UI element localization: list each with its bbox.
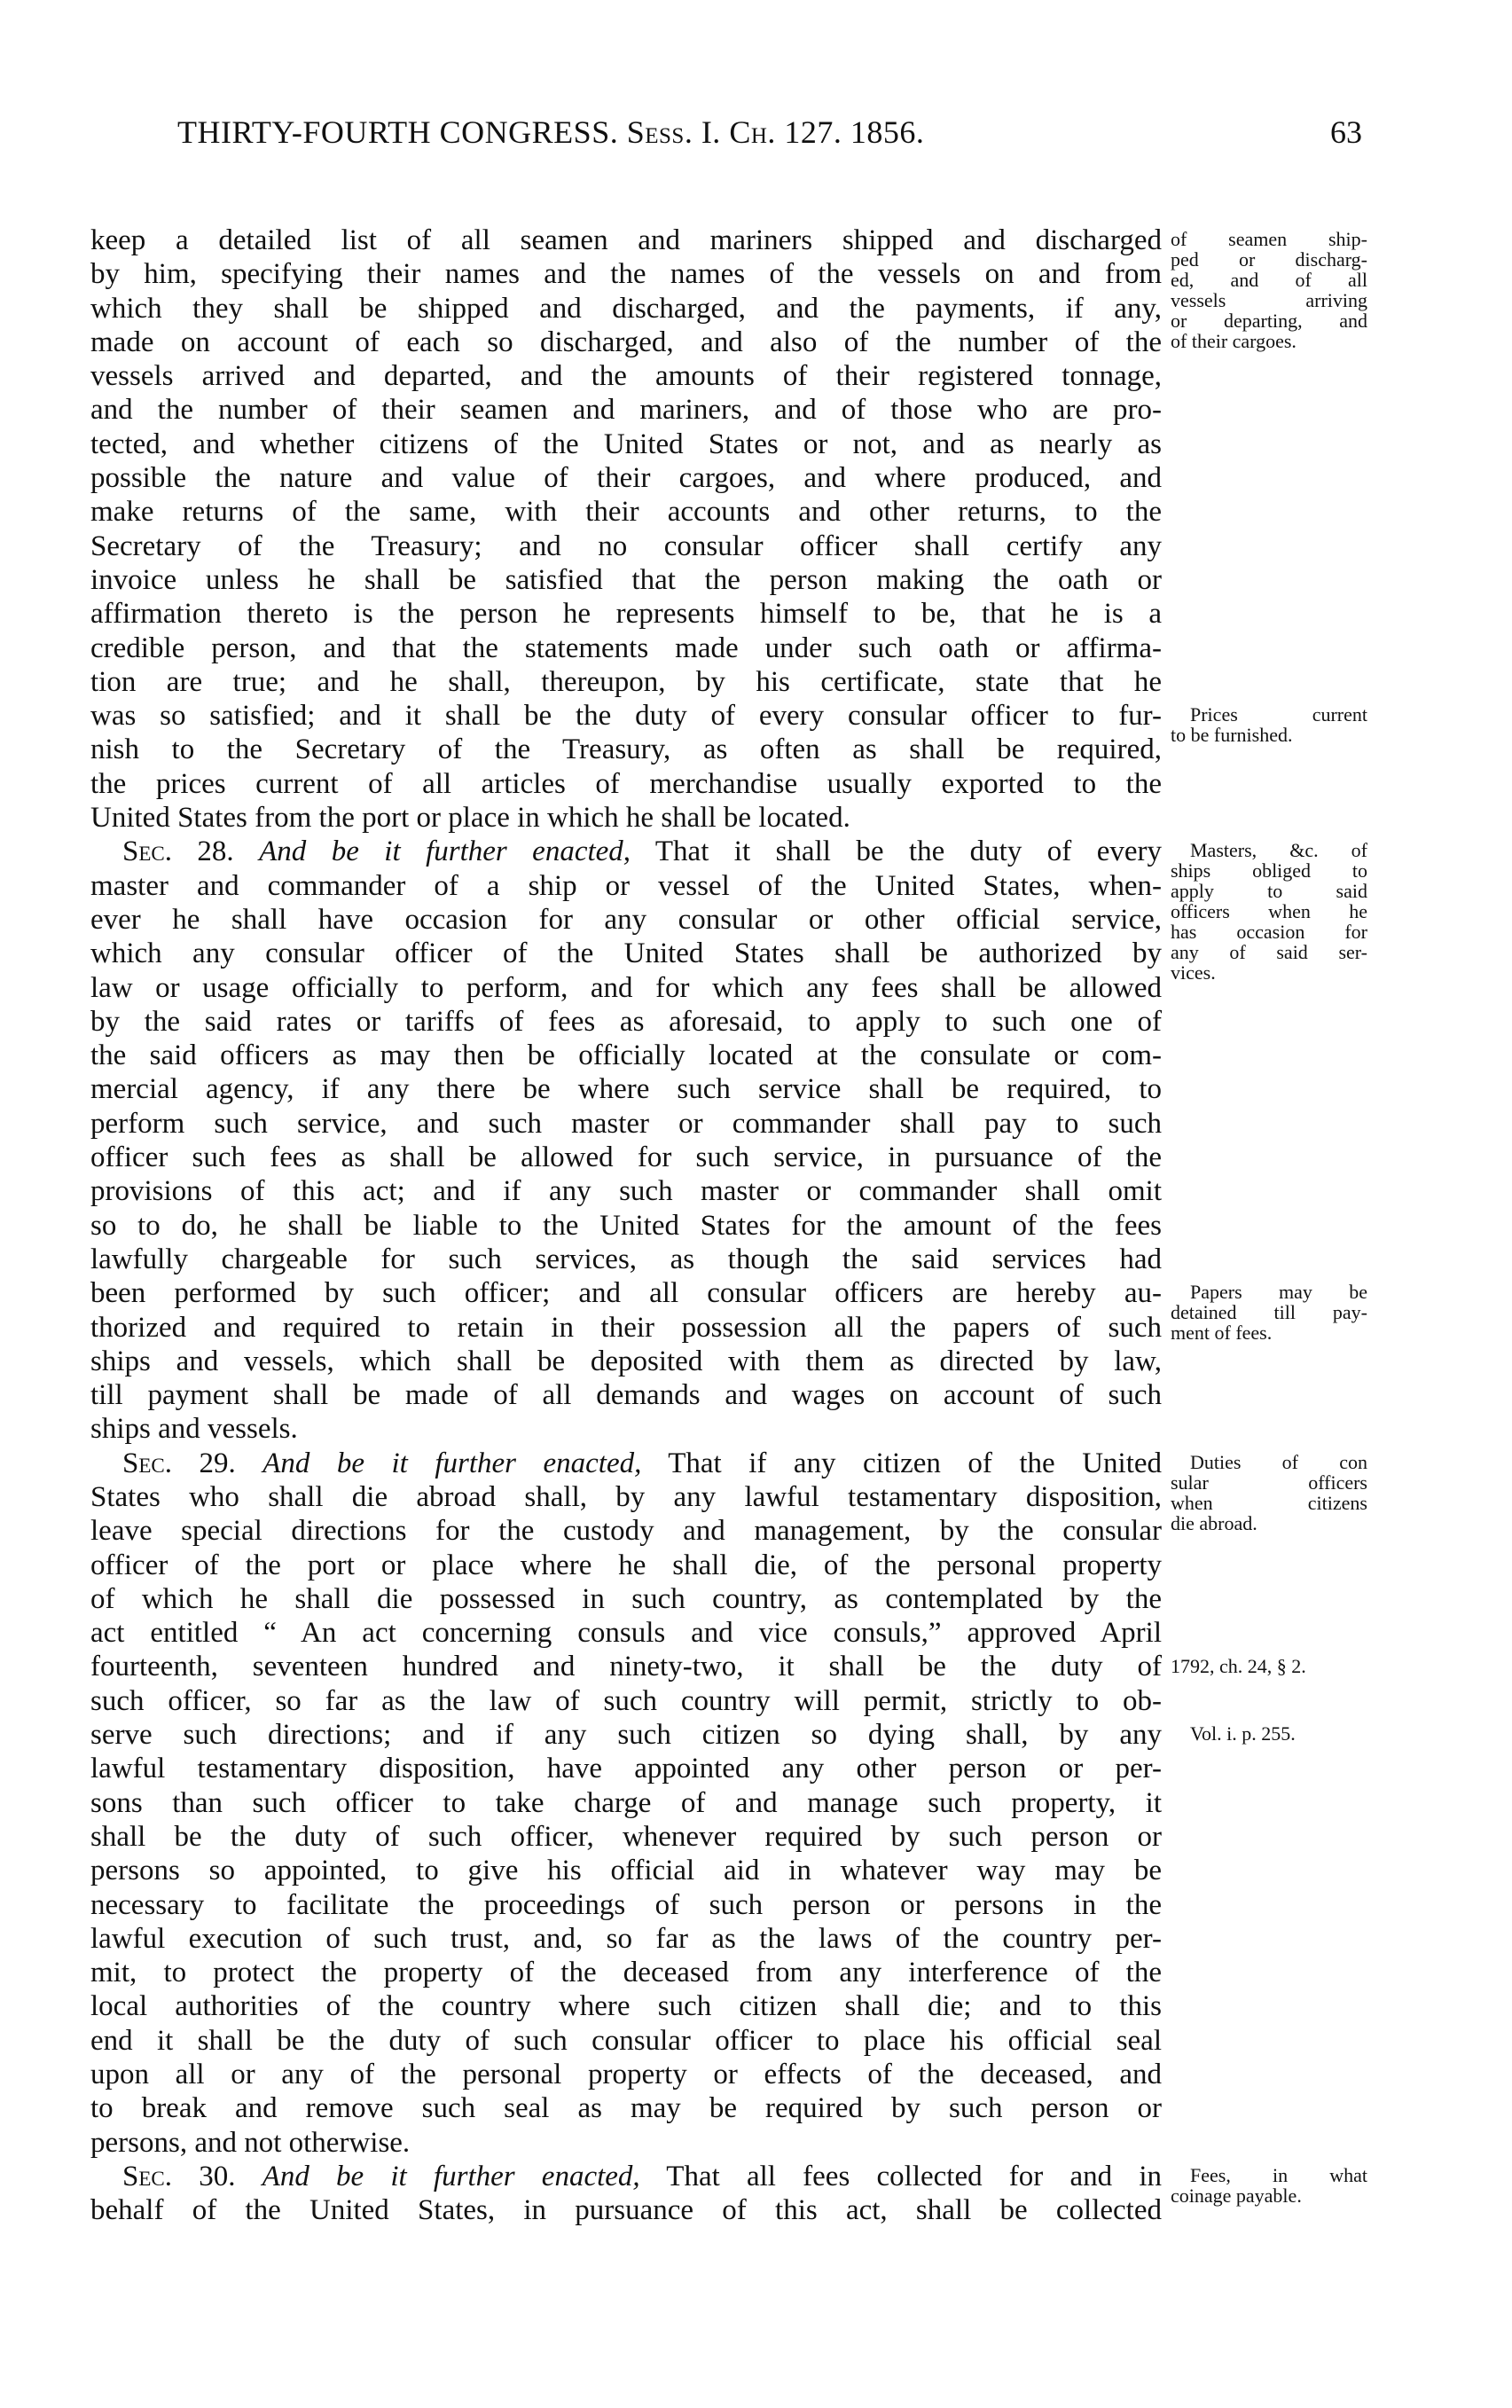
text-line: ships and vessels, which shall be deposited with them as directed by law, [90, 1345, 1162, 1377]
margin-note-line: vessels arriving [1171, 289, 1367, 311]
text-line: mercial agency, if any there be where such service shall be required, to [90, 1073, 1162, 1106]
text-line: tion are true; and he shall, thereupon, by his certificate, state that he [90, 665, 1162, 698]
margin-note-line: Masters, &c. of [1190, 839, 1367, 861]
enacting-clause: And be it further enacted, [259, 835, 631, 868]
line-text: That it shall be the duty of every [654, 835, 1162, 868]
section-start-line [90, 835, 1162, 868]
text-line: been performed by such officer; and all consular officers are hereby au- [90, 1277, 1162, 1310]
header-session: Sess. I. [626, 114, 721, 150]
margin-note-duties [1171, 1452, 1367, 1533]
text-line: mit, to protect the property of the deceased from any interference of the [90, 1957, 1162, 1989]
margin-note-prices-current [1171, 704, 1367, 745]
margin-note-line: Papers may be [1190, 1281, 1367, 1303]
text-line: leave special directions for the custody and management, by the consular [90, 1515, 1162, 1548]
text-line: act entitled “ An act concerning consuls and vice consuls,” approved April [90, 1617, 1162, 1650]
margin-note-volume-reference [1171, 1723, 1367, 1744]
margin-note-line: has occasion for [1171, 921, 1367, 943]
enacting-clause: And be it further enacted, [262, 2160, 640, 2192]
text-line: lawful testamentary disposition, have appointed any other person or per- [90, 1753, 1162, 1785]
header-congress: THIRTY-FOURTH CONGRESS. [177, 114, 619, 150]
margin-note-statute-reference [1171, 1656, 1367, 1676]
text-line: and the number of their seamen and mariners, and of those who are pro- [90, 394, 1162, 427]
line-text: That all fees collected for and in [666, 2160, 1163, 2192]
section-number: Sec. 29. [122, 1447, 236, 1479]
margin-note-line: Duties of con [1190, 1451, 1367, 1473]
margin-note-line: of their cargoes. [1171, 330, 1297, 352]
margin-note-line: sular officers [1171, 1471, 1367, 1494]
section-number: Sec. 28. [122, 835, 234, 868]
line-text: That if any citizen of the United [668, 1447, 1163, 1479]
text-line: serve such directions; and if any such citizen so dying shall, by any [90, 1719, 1162, 1752]
text-line: the prices current of all articles of merchandise usually exported to the [90, 767, 1162, 800]
text-line: possible the nature and value of their cargoes, and where produced, and [90, 462, 1162, 495]
text-line: local authorities of the country where such citizen shall die; and to this [90, 1990, 1162, 2023]
text-line: make returns of the same, with their accounts and other returns, to the [90, 496, 1162, 529]
text-line: upon all or any of the personal property or effects of the deceased, and [90, 2059, 1162, 2091]
header-chapter: Ch. 127. [729, 114, 842, 150]
text-line: to break and remove such seal as may be required by such person or [90, 2092, 1162, 2125]
text-line: which any consular officer of the United States shall be authorized by [90, 937, 1162, 970]
text-line: behalf of the United States, in pursuance of this act, shall be collected [90, 2194, 1162, 2227]
text-line: persons, and not otherwise. [90, 2126, 411, 2159]
margin-note-line: ed, and of all [1171, 269, 1367, 291]
running-header [177, 114, 1100, 151]
text-line: perform such service, and such master or commander shall pay to such [90, 1107, 1162, 1140]
margin-note-line: vices. [1171, 961, 1216, 984]
text-line: was so satisfied; and it shall be the duty of every consular officer to fur- [90, 700, 1162, 733]
enacting-clause: And be it further enacted, [262, 1447, 642, 1479]
margin-note-line: Prices current [1190, 703, 1367, 726]
text-line: officer such fees as shall be allowed for such service, in pursuance of the [90, 1141, 1162, 1174]
text-line: lawfully chargeable for such services, as though the said services had [90, 1243, 1162, 1275]
text-line: law or usage officially to perform, and for which any fees shall be allowed [90, 971, 1162, 1004]
margin-note-line: to be furnished. [1171, 724, 1293, 746]
text-line: Secretary of the Treasury; and no consular officer shall certify any [90, 529, 1162, 562]
text-line: of which he shall die possessed in such country, as contemplated by the [90, 1582, 1162, 1615]
text-line: provisions of this act; and if any such master or commander shall omit [90, 1175, 1162, 1208]
text-line: shall be the duty of such officer, whenever required by such person or [90, 1820, 1162, 1853]
margin-note-line: die abroad. [1171, 1512, 1257, 1534]
text-line: ships and vessels. [90, 1413, 298, 1446]
text-line: sons than such officer to take charge of and manage such property, it [90, 1786, 1162, 1819]
text-line: vessels arrived and departed, and the amounts of their registered tonnage, [90, 360, 1162, 393]
text-line: by him, specifying their names and the names of the vessels on and from [90, 258, 1162, 291]
text-line: master and commander of a ship or vessel of the United States, when- [90, 869, 1162, 902]
margin-note-line: Fees, in what [1190, 2164, 1367, 2186]
text-line: the said officers as may then be officially located at the consulate or com- [90, 1039, 1162, 1072]
text-line: officer of the port or place where he shall die, of the personal property [90, 1549, 1162, 1581]
text-line: till payment shall be made of all demands and wages on account of such [90, 1379, 1162, 1412]
text-line: such officer, so far as the law of such country will permit, strictly to ob- [90, 1684, 1162, 1717]
section-start-line [90, 2160, 1162, 2193]
margin-note-line: detained till pay- [1171, 1301, 1367, 1323]
text-line: credible person, and that the statements made under such oath or affirma- [90, 631, 1162, 664]
margin-note-line: 1792, ch. 24, § 2. [1171, 1655, 1306, 1677]
margin-note-fees [1171, 2165, 1367, 2206]
text-line: affirmation thereto is the person he represents himself to be, that he is a [90, 598, 1162, 631]
section-start-line [90, 1447, 1162, 1480]
text-line: ever he shall have occasion for any consular or other official service, [90, 903, 1162, 936]
text-line: States who shall die abroad shall, by any lawful testamentary disposition, [90, 1480, 1162, 1513]
text-line: which they shall be shipped and discharged, and the payments, if any, [90, 292, 1162, 325]
margin-note-line: or departing, and [1171, 310, 1367, 332]
margin-note-line: any of said ser- [1171, 941, 1367, 963]
margin-note-line: coinage payable. [1171, 2184, 1302, 2207]
margin-note-line: when citizens [1171, 1492, 1367, 1514]
text-line: persons so appointed, to give his official aid in whatever way may be [90, 1855, 1162, 1887]
text-line: end it shall be the duty of such consular officer to place his official seal [90, 2024, 1162, 2057]
text-line: necessary to facilitate the proceedings of such person or persons in the [90, 1888, 1162, 1921]
text-line: nish to the Secretary of the Treasury, as often as shall be required, [90, 733, 1162, 766]
text-line: by the said rates or tariffs of fees as aforesaid, to apply to such one of [90, 1005, 1162, 1038]
margin-note-line: of seamen ship- [1171, 228, 1367, 250]
text-line: United States from the port or place in which he shall be located. [90, 802, 850, 835]
margin-note-line: ships obliged to [1171, 859, 1367, 882]
margin-note-line: apply to said [1171, 880, 1367, 902]
header-year: 1856. [850, 114, 925, 150]
text-line: fourteenth, seventeen hundred and ninety-two, it shall be the duty of [90, 1651, 1162, 1683]
text-line: so to do, he shall be liable to the United States for the amount of the fees [90, 1209, 1162, 1242]
margin-note-line: ped or discharg- [1171, 248, 1367, 271]
text-line: lawful execution of such trust, and, so far as the laws of the country per- [90, 1922, 1162, 1955]
margin-note-papers [1171, 1282, 1367, 1343]
margin-note-line: Vol. i. p. 255. [1190, 1722, 1296, 1745]
section-number: Sec. 30. [122, 2160, 236, 2192]
text-line: tected, and whether citizens of the United States or not, and as nearly as [90, 427, 1162, 460]
margin-note-line: officers when he [1171, 900, 1367, 922]
margin-note-masters [1171, 840, 1367, 983]
text-line: made on account of each so discharged, and also of the number of the [90, 326, 1162, 358]
text-line: thorized and required to retain in their possession all the papers of such [90, 1311, 1162, 1344]
statute-body-text [90, 224, 1162, 2228]
margin-note-seamen [1171, 229, 1367, 351]
text-line: invoice unless he shall be satisfied that the person making the oath or [90, 563, 1162, 596]
margin-note-line: ment of fees. [1171, 1322, 1273, 1344]
text-line: keep a detailed list of all seamen and mariners shipped and discharged [90, 224, 1162, 256]
page-number: 63 [1330, 114, 1362, 150]
